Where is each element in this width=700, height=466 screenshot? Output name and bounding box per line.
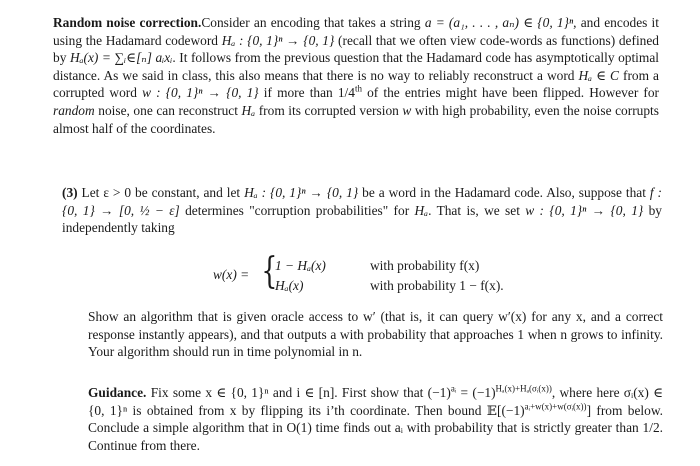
task-statement: Show an algorithm that is given oracle access to w′ (that is, it can query w′(x) for any x, and a correct response instantly appears), and that outputs a with probability that approaches 1 when n grows to infinity. Your algorithm should run in time polynomial in n. (88, 309, 663, 360)
math-string-a: a = (a₁, . . . , aₙ) ∈ {0, 1}ⁿ (424, 15, 574, 30)
problem-text: be a word in the Hadamard code. Also, suppose that (358, 185, 650, 200)
problem-3 (62, 184, 662, 237)
intro-text: noise, one can reconstruct (94, 102, 242, 118)
math-codeword-in-C: Hₐ ∈ C (578, 67, 619, 83)
superscript-th: th (354, 83, 362, 94)
italic-random: random (53, 102, 95, 118)
guidance-text: Fix some x ∈ {0, 1}ⁿ and i ∈ [n]. First show that (−1) (146, 385, 451, 400)
guidance-superscript: aᵢ+w(x)+w(σᵢ(x)) (524, 401, 587, 412)
math-Ha: Hₐ (414, 202, 429, 218)
math-w: w (402, 102, 412, 118)
math-corruption-function: f : {0, 1} → [0, ½ − ε] (62, 185, 663, 218)
problem-text: . That is, we set (428, 202, 526, 218)
math-corrupted-word: w : {0, 1}ⁿ → {0, 1} (525, 202, 644, 218)
math-corrupted-word: w : {0, 1}ⁿ → {0, 1} (142, 85, 259, 101)
intro-text: (recall that we often view code-words as functions) defined by (53, 32, 659, 66)
guidance-text: = (−1) (456, 385, 496, 400)
guidance-text: ] from below. Conclude a simple algorithm that in O(1) time finds out aᵢ with probability that is strictly greater than 1/2. Continue from there. (88, 402, 663, 453)
guidance-superscript: Hₐ(x)+Hₐ(σᵢ(x)) (495, 383, 552, 394)
piecewise-definition (213, 251, 553, 296)
intro-text: . It follows from the previous question that the Hadamard code has asymptotically optimal distance. As we said in class, this also means that there is no way to reliably reconstruct a word (53, 50, 659, 83)
cases-row-2-value: Hₐ(x) (275, 278, 304, 293)
math-hadamard-word: Hₐ : {0, 1}ⁿ → {0, 1} (244, 185, 359, 200)
cases-brace: { (261, 251, 278, 292)
math-Ha: Hₐ (241, 102, 256, 118)
guidance-superscript: aᵢ (450, 383, 457, 394)
guidance-heading: Guidance. (88, 385, 147, 400)
guidance-paragraph (88, 384, 663, 454)
intro-text: of the entries might have been flipped. However for (362, 85, 660, 101)
intro-heading: Random noise correction. (53, 15, 202, 30)
intro-text: if more than 1/4 (258, 85, 355, 101)
problem-text: Let ε > 0 be constant, and let (77, 185, 245, 200)
cases-row-1-probability: with probability f(x) (370, 258, 480, 273)
cases-row-1-value: 1 − Hₐ(x) (275, 258, 326, 273)
cases-row-1 (275, 258, 555, 274)
intro-text: with high probability, even the noise corrupts almost half of the coordinates. (53, 102, 659, 136)
intro-paragraph (53, 14, 659, 137)
intro-text: from a corrupted word (53, 67, 659, 101)
math-hadamard-codeword: Hₐ : {0, 1}ⁿ → {0, 1} (221, 32, 335, 48)
math-hadamard-definition: Hₐ(x) = ∑ᵢ∈[ₙ] aᵢxᵢ (69, 50, 173, 66)
cases-row-2-probability: with probability 1 − f(x). (370, 278, 504, 293)
problem-text: determines "corruption probabilities" for (179, 202, 415, 218)
cases-row-2 (275, 278, 555, 294)
problem-text: by independently taking (62, 202, 662, 236)
intro-text: Consider an encoding that takes a string (201, 15, 425, 30)
guidance-text: , where here σᵢ(x) ∈ {0, 1}ⁿ is obtained from x by flipping its i’th coordinate. Then bound 𝔼[(−1) (88, 385, 663, 418)
cases-lhs: w(x) = (213, 267, 250, 282)
problem-number: (3) (62, 185, 78, 200)
intro-text: , and encodes it using the Hadamard codeword (53, 15, 659, 48)
intro-text: from its corrupted version (255, 102, 403, 118)
